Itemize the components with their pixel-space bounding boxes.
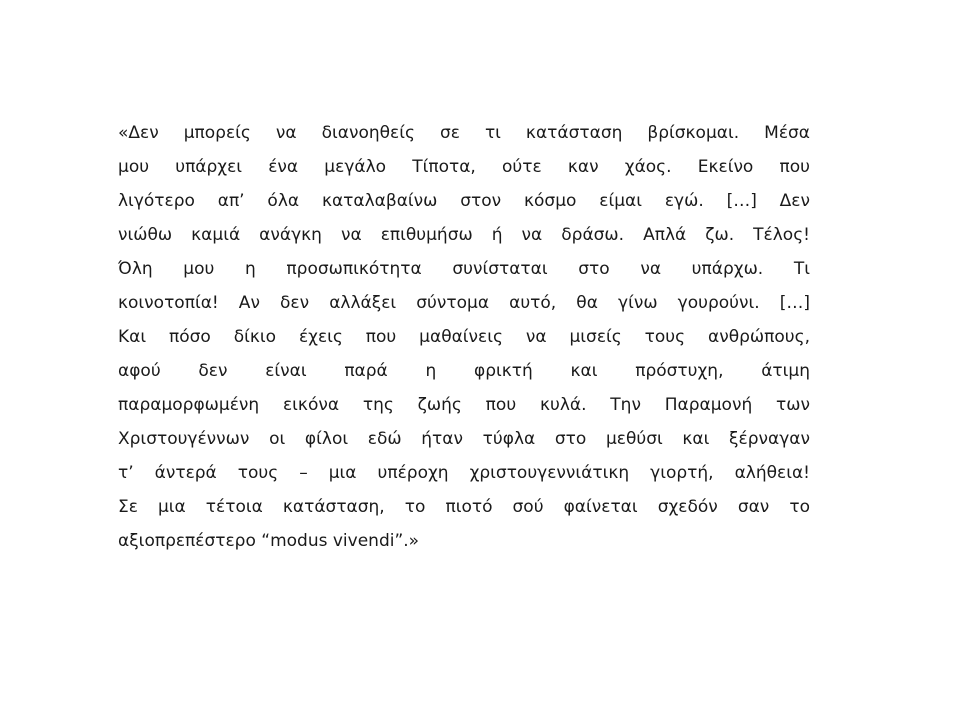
quote-line: Χριστουγέννων οι φίλοι εδώ ήταν τύφλα στο μεθύσι και ξέρναγαν [118, 429, 810, 449]
quote-line: τ’ άντερά τους – μια υπέροχη χριστουγεννιάτικη γιορτή, αλήθεια! [118, 463, 810, 483]
quote-line: κοινοτοπία! Αν δεν αλλάξει σύντομα αυτό, θα γίνω γουρούνι. […] [118, 293, 810, 313]
quote-line: αφού δεν είναι παρά η φρικτή και πρόστυχη, άτιμη [118, 361, 810, 381]
quote-line: μου υπάρχει ένα μεγάλο Τίποτα, ούτε καν χάος. Εκείνο που [118, 157, 810, 177]
quote-line: Σε μια τέτοια κατάσταση, το πιοτό σού φαίνεται σχεδόν σαν το [118, 497, 810, 517]
quote-line: Όλη μου η προσωπικότητα συνίσταται στο να υπάρχω. Τι [118, 259, 810, 279]
quote-line: νιώθω καμιά ανάγκη να επιθυμήσω ή να δράσω. Απλά ζω. Τέλος! [118, 225, 810, 245]
quote-line: λιγότερο απ’ όλα καταλαβαίνω στον κόσμο είμαι εγώ. […] Δεν [118, 191, 810, 211]
quote-line: Και πόσο δίκιο έχεις που μαθαίνεις να μισείς τους ανθρώπους, [118, 327, 810, 347]
quote-line: παραμορφωμένη εικόνα της ζωής που κυλά. Την Παραμονή των [118, 395, 810, 415]
quote-line: «Δεν μπορείς να διανοηθείς σε τι κατάσταση βρίσκομαι. Μέσα [118, 123, 810, 143]
quote-line-last: αξιοπρεπέστερο “modus vivendi”.» [118, 531, 420, 551]
quote-text-block [118, 116, 810, 558]
